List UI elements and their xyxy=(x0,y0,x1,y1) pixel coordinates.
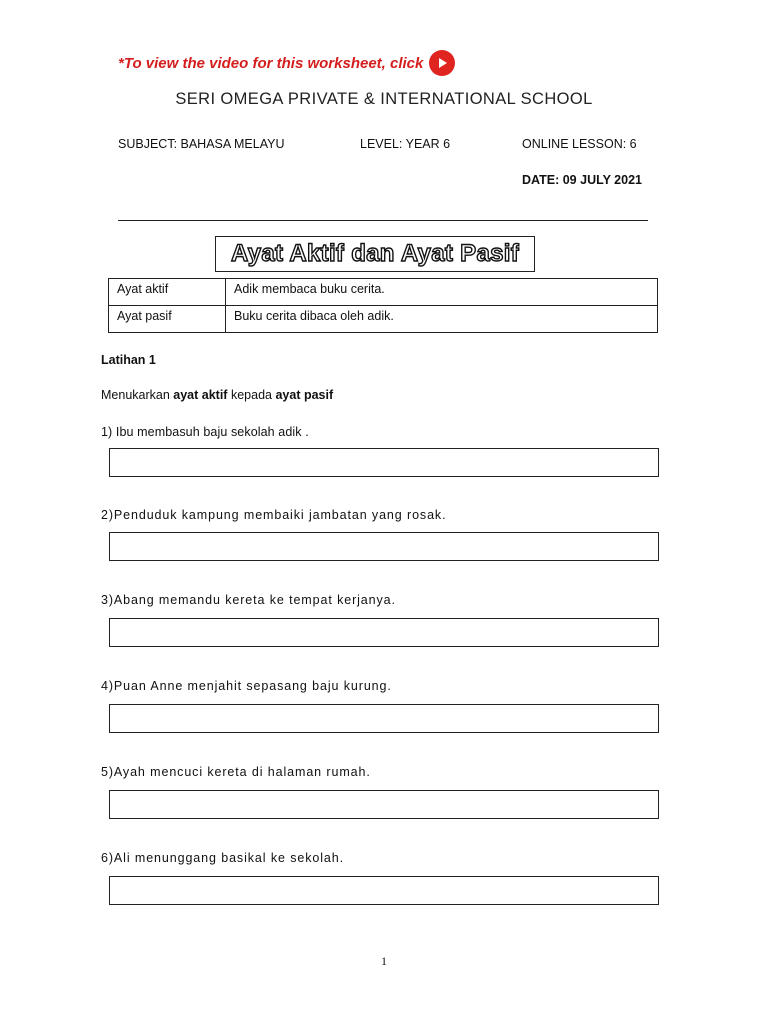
video-link[interactable] xyxy=(118,50,455,76)
example-sentence: Buku cerita dibaca oleh adik. xyxy=(226,306,658,333)
example-type: Ayat pasif xyxy=(109,306,226,333)
example-table xyxy=(108,278,658,333)
page-number: 1 xyxy=(381,954,387,968)
question-2: 2)Penduduk kampung membaiki jambatan yang rosak. xyxy=(101,508,447,522)
answer-box-5[interactable] xyxy=(109,790,659,819)
question-1: 1) Ibu membasuh baju sekolah adik . xyxy=(101,425,309,439)
question-5: 5)Ayah mencuci kereta di halaman rumah. xyxy=(101,765,371,779)
header-divider xyxy=(118,220,648,221)
question-3: 3)Abang memandu kereta ke tempat kerjanya. xyxy=(101,593,396,607)
worksheet-title: Ayat Aktif dan Ayat Pasif xyxy=(230,240,519,267)
video-link-text[interactable]: *To view the video for this worksheet, click xyxy=(118,54,424,72)
instruction-bold: ayat pasif xyxy=(275,388,334,402)
school-name: SERI OMEGA PRIVATE & INTERNATIONAL SCHOOL xyxy=(175,90,593,108)
question-6: 6)Ali menunggang basikal ke sekolah. xyxy=(101,851,344,865)
table-row xyxy=(109,306,658,333)
play-button-icon[interactable] xyxy=(429,50,455,76)
answer-box-4[interactable] xyxy=(109,704,659,733)
online-lesson-label: ONLINE LESSON: 6 xyxy=(522,137,637,151)
level-label: LEVEL: YEAR 6 xyxy=(360,137,451,151)
answer-box-3[interactable] xyxy=(109,618,659,647)
subject-label: SUBJECT: BAHASA MELAYU xyxy=(118,137,285,151)
example-type: Ayat aktif xyxy=(109,279,226,306)
exercise-title: Latihan 1 xyxy=(101,353,156,367)
instruction-bold: ayat aktif xyxy=(173,388,228,402)
worksheet-title-box xyxy=(215,236,535,272)
example-sentence: Adik membaca buku cerita. xyxy=(226,279,658,306)
answer-box-2[interactable] xyxy=(109,532,659,561)
instruction-text: Menukarkan xyxy=(101,388,170,402)
question-4: 4)Puan Anne menjahit sepasang baju kurung. xyxy=(101,679,392,693)
date-label: DATE: 09 JULY 2021 xyxy=(522,173,642,187)
answer-box-6[interactable] xyxy=(109,876,659,905)
answer-box-1[interactable] xyxy=(109,448,659,477)
table-row xyxy=(109,279,658,306)
instruction-text: kepada xyxy=(230,388,272,402)
exercise-instruction xyxy=(101,388,333,402)
